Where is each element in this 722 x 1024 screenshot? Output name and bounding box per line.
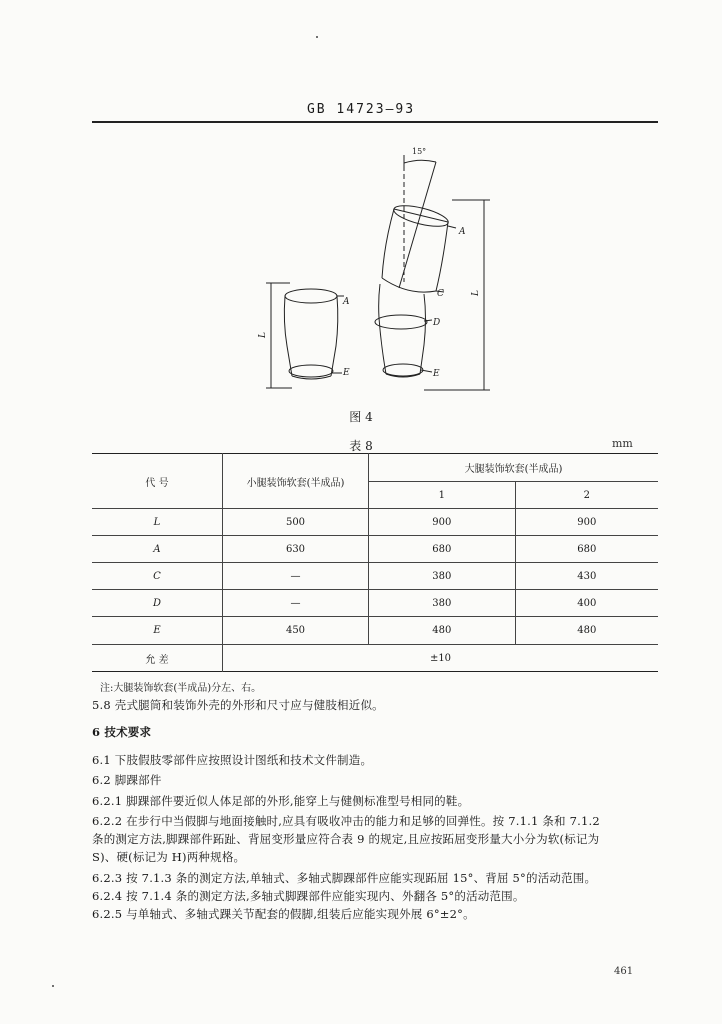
speck bbox=[52, 985, 54, 987]
table-row bbox=[92, 590, 658, 617]
fig-right-C: C bbox=[437, 289, 444, 299]
standard-code: GB 14723—93 bbox=[306, 102, 416, 117]
header-thigh-1: 1 bbox=[369, 482, 516, 509]
row-code: D bbox=[92, 590, 223, 617]
spec-table-8 bbox=[92, 453, 658, 672]
para-6-1: 6.1 下肢假肢零部件应按照设计图纸和技术文件制造。 bbox=[92, 753, 373, 767]
row-t1: 380 bbox=[369, 563, 516, 590]
para-6-2: 6.2 脚踝部件 bbox=[92, 773, 162, 787]
header-lower-leg: 小腿装饰软套(半成品) bbox=[223, 454, 369, 509]
figure-4-drawing bbox=[0, 0, 722, 405]
row-t2: 900 bbox=[515, 509, 658, 536]
fig-right-A: A bbox=[459, 227, 466, 237]
row-t2: 680 bbox=[515, 536, 658, 563]
para-6-2-2-line-1: 6.2.2 在步行中当假脚与地面接触时,应具有吸收冲击的能力和足够的回弹性。按 7.1.1 条和 7.1.2 bbox=[92, 814, 600, 828]
table-unit: mm bbox=[612, 437, 633, 450]
table-row bbox=[92, 509, 658, 536]
lower-leg-sleeve bbox=[284, 289, 337, 379]
tolerance-label: 允 差 bbox=[92, 645, 223, 672]
page-number: 461 bbox=[614, 966, 634, 977]
row-lower: 450 bbox=[223, 617, 369, 645]
row-lower: — bbox=[223, 563, 369, 590]
fig-right-E: E bbox=[433, 369, 440, 379]
para-5-8: 5.8 壳式腿筒和装饰外壳的外形和尺寸应与健肢相近似。 bbox=[92, 698, 384, 712]
row-lower: — bbox=[223, 590, 369, 617]
para-6-2-2-line-2: 条的测定方法,脚踝部件跖趾、背屈变形量应符合表 9 的规定,且应按跖屈变形量大小分为软(标记为 bbox=[92, 832, 600, 846]
para-6-2-3: 6.2.3 按 7.1.3 条的测定方法,单轴式、多轴式脚踝部件应能实现跖屈 15°、背屈 5°的活动范围。 bbox=[92, 871, 597, 885]
header-thigh: 大腿装饰软套(半成品) bbox=[369, 454, 659, 482]
row-code: E bbox=[92, 617, 223, 645]
para-6-2-2-line-3: S)、硬(标记为 H)两种规格。 bbox=[92, 850, 246, 864]
row-lower: 500 bbox=[223, 509, 369, 536]
fig-right-D: D bbox=[433, 318, 441, 328]
row-code: C bbox=[92, 563, 223, 590]
row-t1: 900 bbox=[369, 509, 516, 536]
section-6-heading: 6 技术要求 bbox=[92, 725, 152, 739]
row-t2: 400 bbox=[515, 590, 658, 617]
row-code: A bbox=[92, 536, 223, 563]
row-code: L bbox=[92, 509, 223, 536]
row-lower: 630 bbox=[223, 536, 369, 563]
table-row-tolerance bbox=[92, 645, 658, 672]
row-t1: 380 bbox=[369, 590, 516, 617]
row-t1: 680 bbox=[369, 536, 516, 563]
angle-label: 15° bbox=[412, 147, 427, 156]
figure-caption: 图 4 bbox=[349, 410, 373, 424]
para-6-2-1: 6.2.1 脚踝部件要近似人体足部的外形,能穿上与健侧标准型号相同的鞋。 bbox=[92, 794, 470, 808]
table-row bbox=[92, 617, 658, 645]
fig-left-E: E bbox=[343, 368, 350, 378]
header-thigh-2: 2 bbox=[515, 482, 658, 509]
para-6-2-5: 6.2.5 与单轴式、多轴式踝关节配套的假脚,组装后应能实现外展 6°±2°。 bbox=[92, 907, 475, 921]
row-t2: 430 bbox=[515, 563, 658, 590]
tolerance-value: ±10 bbox=[223, 645, 659, 672]
fig-right-L: L bbox=[471, 290, 481, 296]
para-6-2-4: 6.2.4 按 7.1.4 条的测定方法,多轴式脚踝部件应能实现内、外翻各 5°的活动范围。 bbox=[92, 889, 525, 903]
row-t2: 480 bbox=[515, 617, 658, 645]
header-code: 代 号 bbox=[92, 454, 223, 509]
row-t1: 480 bbox=[369, 617, 516, 645]
table-row bbox=[92, 536, 658, 563]
table-caption: 表 8 bbox=[349, 439, 373, 453]
table-note: 注:大腿装饰软套(半成品)分左、右。 bbox=[100, 683, 262, 694]
fig-left-L: L bbox=[258, 332, 268, 338]
fig-left-A: A bbox=[343, 297, 350, 307]
table-row bbox=[92, 563, 658, 590]
